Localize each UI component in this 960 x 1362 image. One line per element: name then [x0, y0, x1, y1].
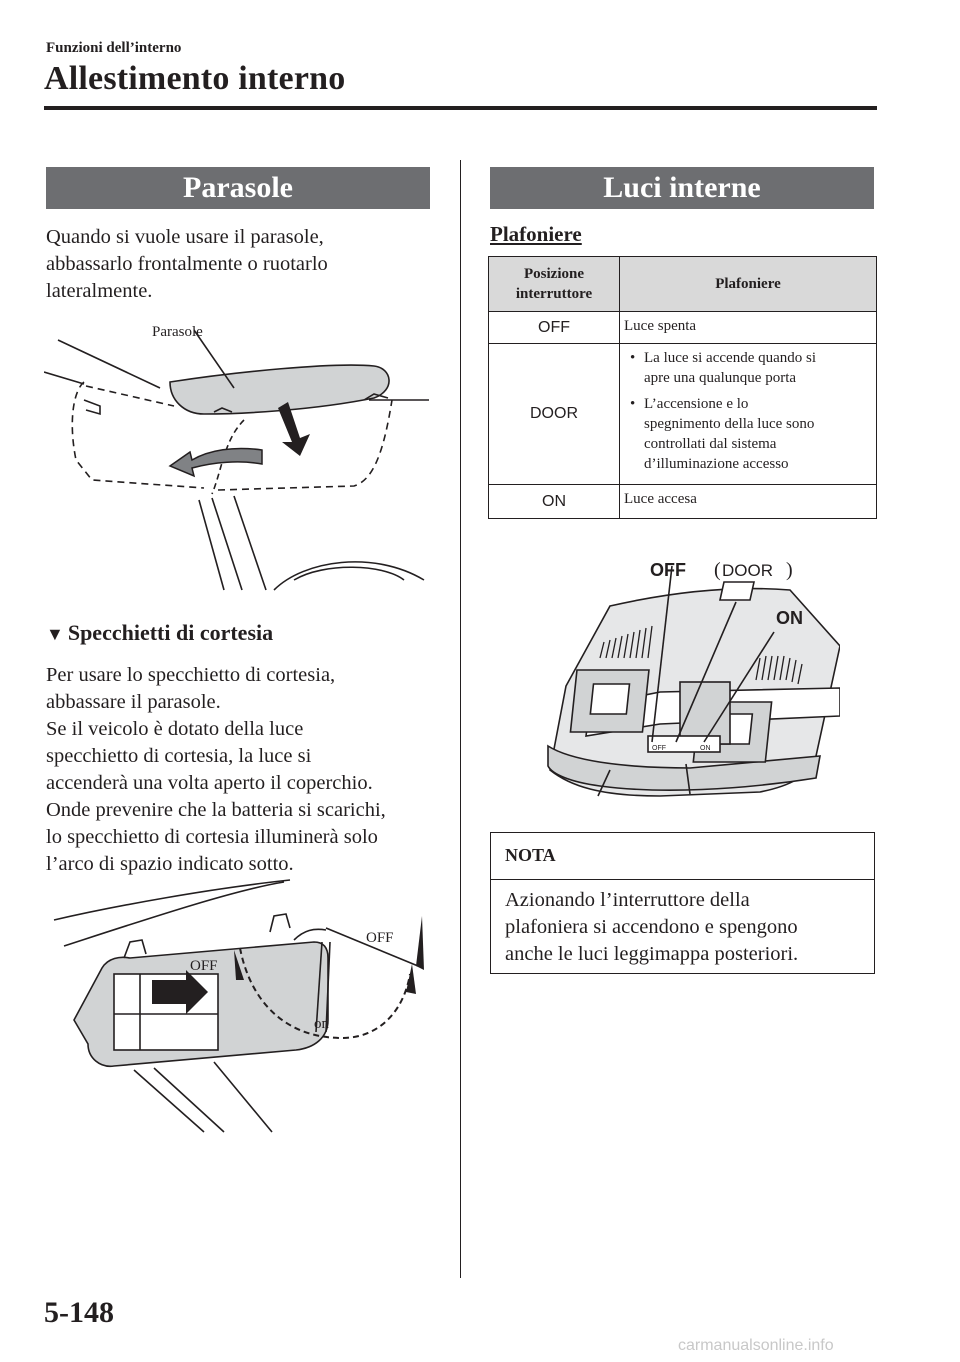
- body-line: Se il veicolo è dotato della luce: [46, 718, 304, 740]
- row-position: ON: [489, 485, 620, 519]
- subheading-marker-icon: ▼: [46, 624, 64, 644]
- column-divider: [460, 160, 461, 1278]
- console-small-off: OFF: [652, 745, 666, 752]
- nota-rule: [491, 879, 874, 880]
- intro-line: Quando si vuole usare il parasole,: [46, 226, 324, 248]
- bullet-line: • L’accensione e lo: [644, 396, 749, 412]
- figure2-on: on: [314, 1016, 329, 1032]
- sun-visor-illustration: [44, 310, 444, 600]
- nota-box: [490, 832, 875, 974]
- table-header-plafoniere: Plafoniere: [620, 257, 877, 312]
- header-line: interruttore: [515, 286, 593, 302]
- intro-line: abbassarlo frontalmente o ruotarlo: [46, 253, 328, 275]
- bullet-line: d’illuminazione accesso: [644, 456, 789, 472]
- banner-luci-interne: Luci interne: [490, 167, 874, 209]
- list-item: [644, 348, 872, 388]
- bullet-line: apre una qualunque porta: [644, 370, 797, 386]
- row-description: Luce spenta: [620, 312, 877, 344]
- table-row: [489, 344, 877, 485]
- row-description: [620, 344, 877, 485]
- specchietti-body: [46, 662, 456, 878]
- body-line: Per usare lo specchietto di cortesia,: [46, 664, 336, 686]
- subheading-text: Specchietti di cortesia: [67, 620, 274, 645]
- nota-line: Azionando l’interruttore della: [505, 889, 750, 911]
- overhead-console-illustration: [540, 546, 840, 806]
- figure2-off-right: OFF: [366, 930, 394, 946]
- door-open-paren: (: [714, 559, 721, 581]
- table-row: [489, 485, 877, 519]
- body-line: lo specchietto di cortesia illuminerà solo: [46, 826, 378, 848]
- console-door-label: DOOR: [722, 561, 773, 580]
- nota-text: [505, 887, 865, 968]
- console-off-label: OFF: [650, 560, 686, 580]
- header-line: Posizione: [524, 266, 584, 282]
- banner-parasole: Parasole: [46, 167, 430, 209]
- parasole-intro: [46, 224, 446, 305]
- body-line: specchietto di cortesia, la luce si: [46, 745, 312, 767]
- figure2-off-left: OFF: [190, 958, 218, 974]
- table-header-position: [489, 257, 620, 312]
- watermark: carmanualsonline.info: [678, 1337, 834, 1354]
- vanity-mirror-illustration: [44, 870, 444, 1140]
- section-title: Allestimento interno: [44, 60, 346, 97]
- body-line: l’arco di spazio indicato sotto.: [46, 853, 294, 875]
- table-row: [489, 312, 877, 344]
- header-rule: [44, 106, 877, 110]
- table-header-row: [489, 257, 877, 312]
- section-subtitle: Funzioni dell’interno: [46, 40, 182, 56]
- bullet-line: spegnimento della luce sono: [644, 416, 815, 432]
- body-line: accenderà una volta aperto il coperchio.: [46, 772, 373, 794]
- console-on-label: ON: [776, 608, 803, 628]
- subheading-specchietti: [46, 620, 273, 646]
- body-line: abbassare il parasole.: [46, 691, 221, 713]
- nota-line: plafoniera si accendono e spengono: [505, 916, 798, 938]
- nota-line: anche le luci leggimappa posteriori.: [505, 943, 799, 965]
- list-item: [644, 394, 872, 474]
- row-description: Luce accesa: [620, 485, 877, 519]
- plafoniere-table: [488, 256, 877, 519]
- console-small-on: ON: [700, 745, 711, 752]
- body-line: Onde prevenire che la batteria si scarichi,: [46, 799, 386, 821]
- bullet-line: controllati dal sistema: [644, 436, 777, 452]
- row-position: DOOR: [489, 344, 620, 485]
- row-position: OFF: [489, 312, 620, 344]
- intro-line: lateralmente.: [46, 280, 153, 302]
- figure1-label: Parasole: [152, 324, 203, 340]
- nota-title: NOTA: [505, 845, 556, 865]
- bullet-line: • La luce si accende quando si: [644, 350, 817, 366]
- door-close-paren: ): [786, 559, 793, 581]
- plafoniere-heading: Plafoniere: [490, 222, 582, 246]
- page-number: 5-148: [44, 1296, 114, 1329]
